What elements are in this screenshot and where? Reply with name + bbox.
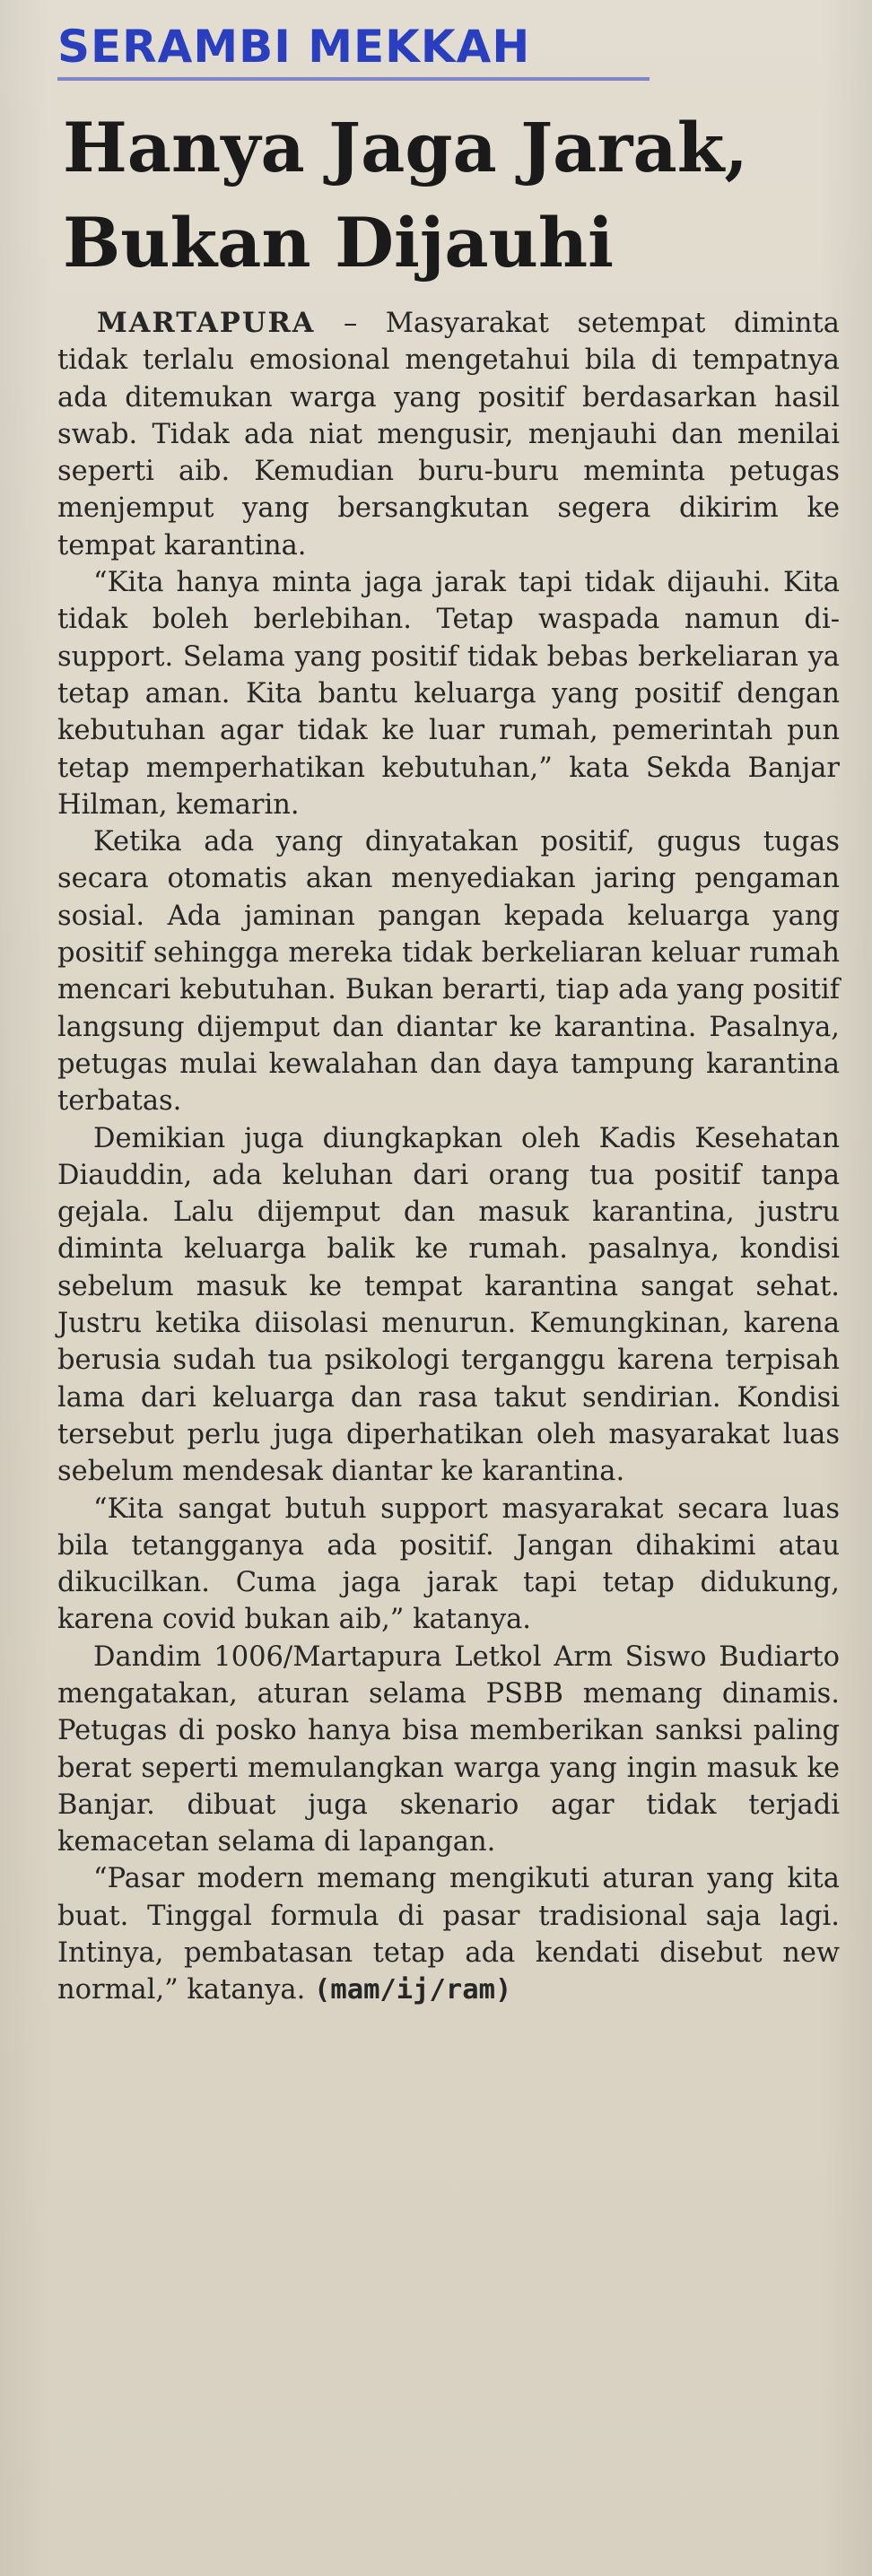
author-signoff: (mam/ij/ram)	[313, 1974, 512, 2006]
paragraph-quote-sekda: “Kita hanya minta jaga jarak tapi tidak dijauhi. Kita tidak boleh berlebihan. Tetap waspada namun di-support. Selama yang positif tidak bebas berkeliaran ya tetap aman. Kita bantu keluarga yang positif dengan kebutuhan agar tidak ke luar rumah, pemerintah pun tetap memperhatikan kebutuhan,” kata Sekda Banjar Hilman, kemarin.	[57, 567, 840, 821]
article-body	[57, 305, 840, 2009]
paragraph-social-safety-net: Ketika ada yang dinyatakan positif, gugus tugas secara otomatis akan menyediakan jaring pengaman sosial. Ada jaminan pangan kepada keluarga yang positif sehingga mereka tidak berkeliaran keluar rumah mencari kebutuhan. Bukan berarti, tiap ada yang positif langsung dijemput dan diantar ke karantina. Pasalnya, petugas mulai kewalahan dan daya tampung karantina terbatas.	[57, 826, 840, 1118]
headline-line-2: Bukan Dijauhi	[63, 203, 615, 283]
paragraph-quote-support: “Kita sangat butuh support masyarakat secara luas bila tetangganya ada positif. Jangan dihakimi atau dikucilkan. Cuma jaga jarak tapi tetap didukung, karena covid bukan aib,” katanya.	[57, 1493, 840, 1636]
paragraph-kadis-kesehatan: Demikian juga diungkapkan oleh Kadis Kesehatan Diauddin, ada keluhan dari orang tua positif tanpa gejala. Lalu dijemput dan masuk karantina, justru diminta keluarga balik ke rumah. pasalnya, kondisi sebelum masuk ke tempat karantina sangat sehat. Justru ketika diisolasi menurun. Kemungkinan, karena berusia sudah tua psikologi terganggu karena terpisah lama dari keluarga dan rasa takut sendirian. Kondisi tersebut perlu juga diperhatikan oleh masyarakat luas sebelum mendesak diantar ke karantina.	[57, 1122, 840, 1488]
paragraph-dandim: Dandim 1006/Martapura Letkol Arm Siswo Budiarto mengatakan, aturan selama PSBB memang dinamis. Petugas di posko hanya bisa memberikan sanksi paling berat seperti memulangkan warga yang ingin masuk ke Banjar. dibuat juga skenario agar tidak terjadi kemacetan selama di lapangan.	[57, 1640, 840, 1858]
lead-paragraph	[57, 305, 840, 564]
headline-line-1: Hanya Jaga Jarak,	[63, 108, 748, 187]
headline	[63, 100, 748, 291]
rubric-underline	[57, 77, 650, 81]
dateline: MARTAPURA	[97, 307, 316, 339]
closing-text: “Pasar modern memang mengikuti aturan yang kita buat. Tinggal formula di pasar tradisional saja lagi. Intinya, pembatasan tetap ada kendati disebut new normal,” katanya.	[57, 1863, 840, 2006]
lead-text: – Masyarakat setempat diminta tidak terlalu emosional mengetahui bila di tempatnya ada ditemukan warga yang positif berdasarkan hasil swab. Tidak ada niat mengusir, menjauhi dan menilai seperti aib. Kemudian buru-buru meminta petugas menjemput yang bersangkutan segera dikirim ke tempat karantina.	[57, 308, 840, 561]
section-rubric: SERAMBI MEKKAH	[57, 21, 531, 73]
closing-paragraph	[57, 1860, 840, 2008]
